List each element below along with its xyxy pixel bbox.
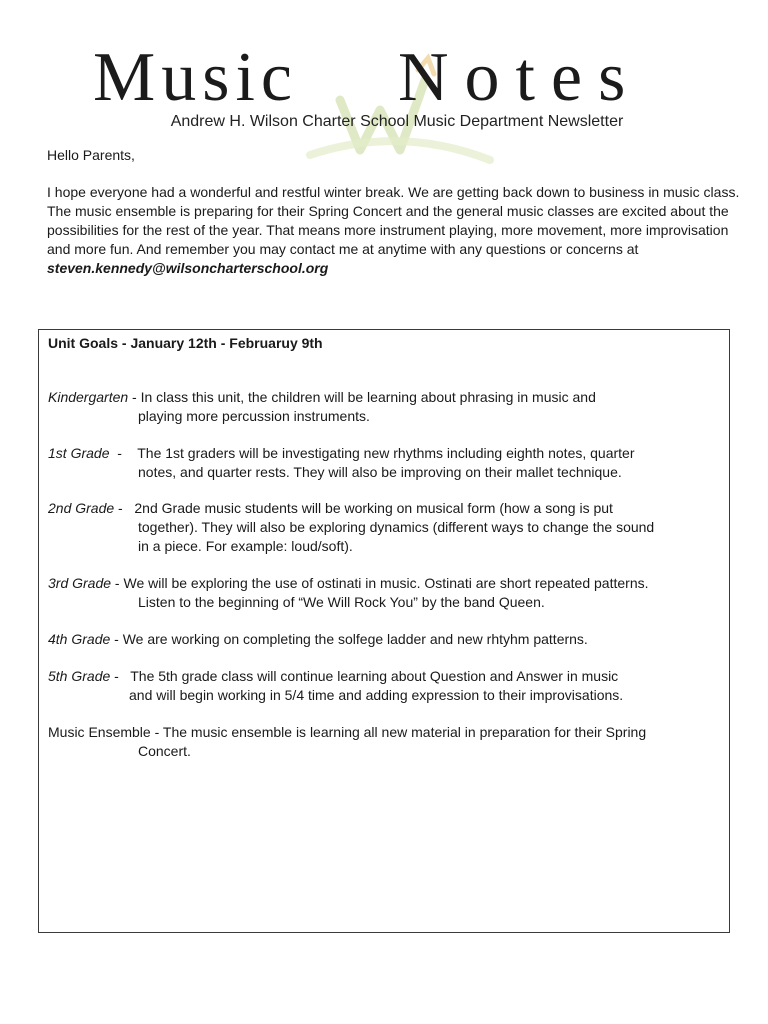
greeting: Hello Parents, (47, 147, 135, 163)
goal-text: - The music ensemble is learning all new material in preparation for their Spring (150, 724, 647, 740)
goal-3rd-grade (48, 574, 720, 612)
newsletter-subtitle: Andrew H. Wilson Charter School Music Department Newsletter (170, 113, 624, 130)
goal-kindergarten (48, 388, 720, 426)
goal-music-ensemble (48, 723, 720, 761)
goal-text: - 2nd Grade music students will be working on musical form (how a song is put (114, 500, 613, 516)
goal-5th-grade (48, 667, 720, 705)
goal-grade-label: Kindergarten (48, 389, 129, 405)
newsletter-masthead (0, 38, 768, 118)
goal-4th-grade (48, 630, 720, 649)
unit-goals-heading: Unit Goals - January 12th - Februaruy 9th (48, 335, 323, 351)
goal-text: - We are working on completing the solfege ladder and new rhtyhm patterns. (110, 631, 588, 647)
newsletter-title-music: Music (93, 39, 298, 116)
goal-text: - The 5th grade class will continue learning about Question and Answer in music (110, 668, 619, 684)
goal-2nd-grade (48, 499, 720, 556)
goal-text-continued: notes, and quarter rests. They will also be improving on their mallet technique. (138, 464, 622, 480)
goal-text-continued: in a piece. For example: loud/soft). (138, 538, 353, 554)
goal-grade-label: 5th Grade (48, 668, 111, 684)
goal-grade-label: 2nd Grade (48, 500, 115, 516)
goal-text-continued: Concert. (138, 743, 191, 759)
goal-text-continued: playing more percussion instruments. (138, 408, 370, 424)
newsletter-title-notes: Notes (398, 39, 642, 116)
goal-grade-label: Music Ensemble (48, 724, 151, 740)
goal-grade-label: 4th Grade (48, 631, 111, 647)
goal-text-continued: and will begin working in 5/4 time and adding expression to their improvisations. (129, 687, 624, 703)
goal-1st-grade (48, 444, 720, 482)
goal-grade-label: 1st Grade (48, 445, 110, 461)
goal-text: - We will be exploring the use of ostinati in music. Ostinati are short repeated patterns. (111, 575, 649, 591)
goal-text-continued: together). They will also be exploring dynamics (different ways to change the sound (138, 519, 655, 535)
contact-email: steven.kennedy@wilsoncharterschool.org (47, 260, 329, 276)
intro-section (47, 146, 753, 278)
goal-text: - The 1st graders will be investigating new rhythms including eighth notes, quarter (109, 445, 635, 461)
goal-text: - In class this unit, the children will be learning about phrasing in music and (128, 389, 596, 405)
intro-paragraph-text: I hope everyone had a wonderful and restful winter break. We are getting back down to business in music class. The music ensemble is preparing for their Spring Concert and the general music classes are excited about the possibilities for the rest of the year. That means more instrument playing, more movement, more improvisation and more fun. And remember you may contact me at anytime with any questions or concerns at (47, 184, 740, 257)
goal-text-continued: Listen to the beginning of “We Will Rock You” by the band Queen. (138, 594, 545, 610)
intro-paragraph (47, 183, 753, 278)
goal-grade-label: 3rd Grade (48, 575, 112, 591)
unit-goals-box (38, 329, 730, 933)
